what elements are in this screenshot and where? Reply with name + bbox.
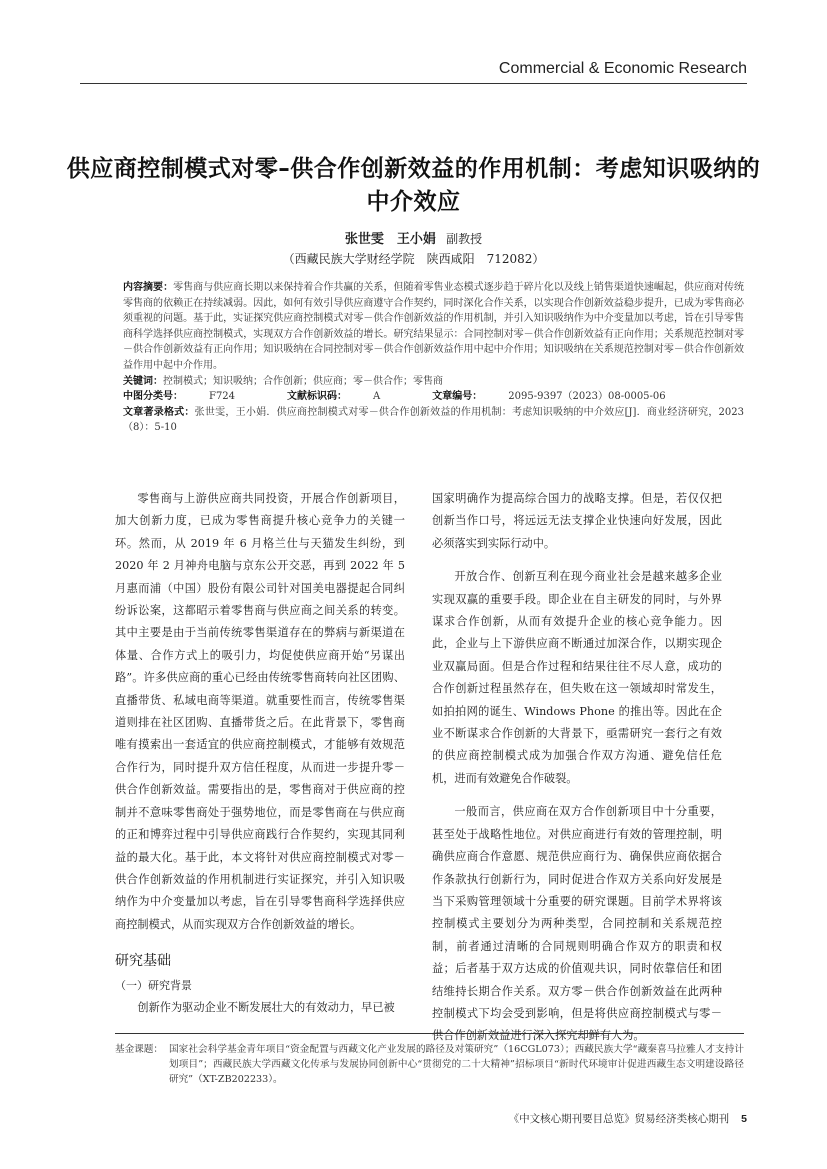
abstract-block xyxy=(123,280,744,436)
body-column-right xyxy=(432,488,722,1048)
keywords-text: 控制模式；知识吸纳；合作创新；供应商；零－供合作；零售商 xyxy=(163,375,443,387)
journal-name: Commercial & Economic Research xyxy=(498,60,747,77)
abstract-label: 内容摘要： xyxy=(123,282,174,293)
doc-code-field xyxy=(287,389,406,405)
citation-label: 文章著录格式： xyxy=(123,406,195,418)
author-names: 张世雯 王小娟 xyxy=(344,232,436,247)
clc-label: 中图分类号： xyxy=(123,391,183,403)
article-number-label: 文章编号： xyxy=(432,391,483,403)
funding-note xyxy=(115,1042,744,1087)
classification-row xyxy=(123,389,744,405)
article-number-value: 2095-9397（2023）08-0005-06 xyxy=(508,391,666,403)
page-number: 5 xyxy=(741,1113,747,1125)
citation xyxy=(123,405,744,436)
paragraph: 开放合作、创新互利在现今商业社会是越来越多企业实现双赢的重要手段。即企业在自主研发的同时，与外界谋求合作创新，从而有效提升企业的核心竞争能力。因此，企业与上下游供应商不断通过加深合作，以期实现企业双赢局面。但是合作过程和结果往往不尽人意，成功的合作创新过程虽然存在，但失败在这一领域却时常发生，如拍拍网的诞生、Windows Phone 的推出等。因此在企业不断谋求合作创新的大背景下，亟需研究一套行之有效的供应商控制模式成为加强合作双方沟通、避免信任危机，进而有效避免合作破裂。 xyxy=(432,570,722,785)
citation-text: 张世雯，王小娟．供应商控制模式对零－供合作创新效益的作用机制：考虑知识吸纳的中介效应[J]．商业经济研究，2023（8）：5-10 xyxy=(123,406,745,434)
paragraph: 国家明确作为提高综合国力的战略支撑。但是，若仅仅把创新当作口号，将远远无法支撑企业快速向好发展，因此必须落实到实际行动中。 xyxy=(432,492,722,550)
paragraph: 创新作为驱动企业不断发展壮大的有效动力，早已被 xyxy=(137,1000,395,1014)
funding-label: 基金课题： xyxy=(115,1044,163,1055)
header-rule xyxy=(80,83,747,84)
footnote-rule xyxy=(115,1033,744,1034)
paragraph: 零售商与上游供应商共同投资，开展合作创新项目，加大创新力度，已成为零售商提升核心竞争力的关键一环。然而，从 2019 年 6 月格兰仕与天猫发生纠纷，到 2020 年 2 月神舟电脑与京东公开交恶，再到 2022 年 5 月惠而浦（中国）股份有限公司针对国美电器提起合同纠纷诉讼案，这都昭示着零售商与供应商之间关系的转变。其中主要是由于当前传统零售渠道存在的弊病与新渠道在体量、合作方式上的吸引力，均促使供应商开始“另谋出路”。许多供应商的重心已经由传统零售商转向社区团购、直播带货、私域电商等渠道。就重要性而言，传统零售渠道则排在社区团购、直播带货之后。在此背景下，零售商唯有摸索出一套适宜的供应商控制模式，才能够有效规范合作行为，同时提升双方信任程度，从而进一步提升零－供合作创新效益。需要指出的是，零售商对于供应商的控制并不意味零售商处于强势地位，而是零售商在与供应商的正和博弈过程中引导供应商践行合作契约，实现其同利益的最大化。基于此，本文将针对供应商控制模式对零－供合作创新效益的作用机制进行实证探究，并引入知识吸纳作为中介变量加以考虑，旨在引导零售商科学选择供应商控制模式，从而实现双方合作创新效益的增长。 xyxy=(115,492,405,931)
doc-code-value: A xyxy=(373,391,381,403)
abstract-text: 零售商与供应商长期以来保持着合作共赢的关系，但随着零售业态模式逐步趋于碎片化以及线上销售渠道快速崛起，供应商对传统零售商的依赖正在持续减弱。因此，如何有效引导供应商遵守合作契约，同时深化合作关系，以实现合作创新效益稳步提升，已成为零售商必须重视的问题。基于此，实证探究供应商控制模式对零－供合作创新效益的作用机制，并引入知识吸纳作为中介变量加以考虑，旨在引导零售商科学选择供应商控制模式，实现双方合作创新效益的增长。研究结果显示：合同控制对零－供合作创新效益有正向作用；关系规范控制对零－供合作创新效益有正向作用；知识吸纳在合同控制对零－供合作创新效益作用中起中介作用；知识吸纳在关系规范控制对零－供合作创新效益作用中起中介作用。 xyxy=(123,282,745,371)
page-footer xyxy=(509,1111,747,1126)
authors-line xyxy=(0,228,827,247)
author-rank: 副教授 xyxy=(446,232,483,246)
section-heading: 研究基础 xyxy=(115,953,171,970)
article-number-field xyxy=(432,389,691,405)
affiliation: （西藏民族大学财经学院 陕西咸阳 712082） xyxy=(282,252,545,266)
subsection-heading: （一）研究背景 xyxy=(115,978,192,992)
abstract xyxy=(123,280,744,374)
clc-field xyxy=(123,389,261,405)
paragraph: 一般而言，供应商在双方合作创新项目中十分重要，甚至处于战略性地位。对供应商进行有效的管理控制，明确供应商合作意愿、规范供应商行为、确保供应商依据合作条款执行创新行为，同时促进合作双方关系向好发展是当下采购管理领域十分重要的研究课题。目前学术界将该控制模式主要划分为两种类型，合同控制和关系规范控制，前者通过清晰的合同规则明确合作双方的职责和权益；后者基于双方达成的价值观共识，同时依靠信任和团结维持长期合作关系。双方零－供合作创新效益在此两种控制模式下均会受到影响，但是将供应商控制模式与零－供合作创新效益进行深入探究却鲜有人为。 xyxy=(432,805,722,1043)
keywords xyxy=(123,374,744,390)
footer-text: 《中文核心期刊要目总览》贸易经济类核心期刊 xyxy=(508,1113,730,1125)
body-column-left xyxy=(115,488,405,1019)
keywords-label: 关键词： xyxy=(123,375,163,387)
paper-title: 供应商控制模式对零–供合作创新效益的作用机制：考虑知识吸纳的中介效应 xyxy=(66,156,761,215)
doc-code-label: 文献标识码： xyxy=(287,391,348,403)
funding-text: 国家社会科学基金青年项目“资金配置与西藏文化产业发展的路径及对策研究”（16CGL073）；西藏民族大学“藏秦喜马拉雅人才支持计划项目”；西藏民族大学西藏文化传承与发展协同创新中心“贯彻党的二十大精神”招标项目“新时代环境审计促进西藏生态文明建设路径研究”（XT-ZB202233）。 xyxy=(169,1044,744,1085)
clc-value: F724 xyxy=(209,391,236,403)
